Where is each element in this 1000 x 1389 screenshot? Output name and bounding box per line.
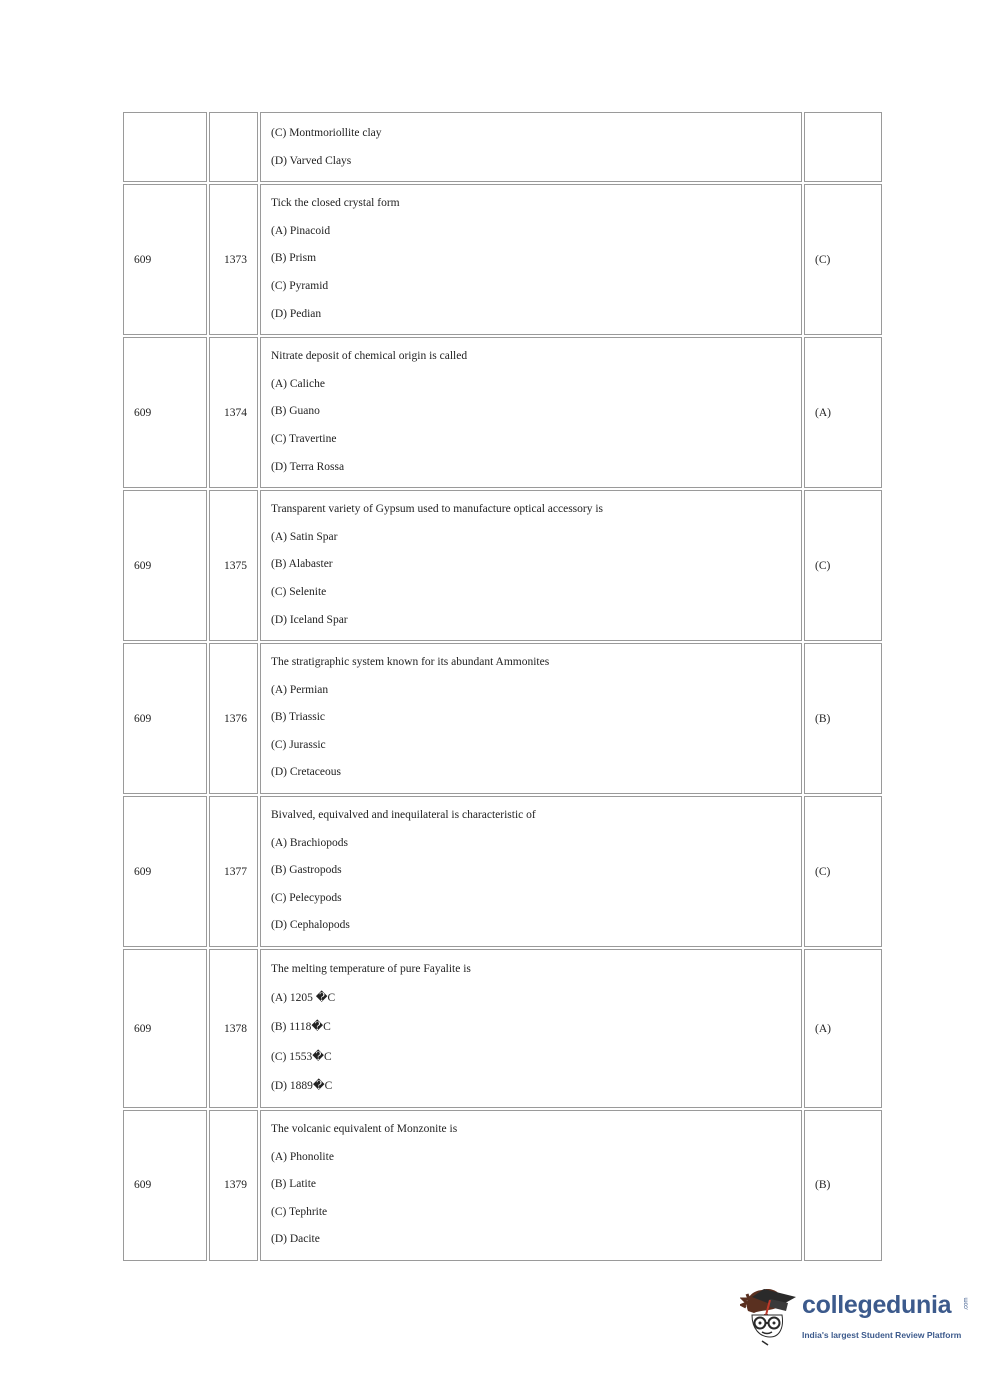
option-text: (D) Terra Rossa [271, 460, 345, 473]
answer-cell: (C) [804, 796, 882, 947]
option-text: (D) Cretaceous [271, 766, 341, 779]
question-cell [260, 1110, 802, 1261]
option-text: (D) Cephalopods [271, 919, 350, 932]
option-text: (C) Tephrite [271, 1205, 328, 1218]
question-text: The melting temperature of pure Fayalite is [271, 963, 471, 976]
question-text: Bivalved, equivalved and inequilateral is characteristic of [271, 809, 536, 822]
question-cell [260, 490, 802, 641]
brand-suffix: .com [963, 1297, 970, 1311]
table-row [123, 1110, 882, 1261]
option-text: (A) Satin Spar [271, 530, 338, 543]
question-cell [260, 796, 802, 947]
option-text: (D) Varved Clays [271, 154, 352, 167]
question-cell [260, 949, 802, 1108]
brand-name: collegedunia [802, 1291, 952, 1319]
option-text: (A) Permian [271, 683, 329, 696]
brand-tagline: India's largest Student Review Platform [802, 1330, 962, 1340]
question-text: Tick the closed crystal form [271, 197, 400, 210]
option-text: (C) Pelecypods [271, 891, 342, 904]
answer-cell: (A) [804, 949, 882, 1108]
number-cell: 1374 [209, 337, 258, 488]
option-text: (D) Dacite [271, 1233, 320, 1246]
option-text: (A) Caliche [271, 377, 325, 390]
option-text: (A) Pinacoid [271, 224, 331, 237]
set-cell: 609 [123, 184, 207, 335]
question-cell [260, 337, 802, 488]
option-text: (B) Alabaster [271, 558, 333, 571]
option-text: (C) Montmoriollite clay [271, 127, 382, 139]
set-cell: 609 [123, 1110, 207, 1261]
questions-table [121, 110, 884, 1263]
question-text: Nitrate deposit of chemical origin is called [271, 350, 468, 363]
answer-cell: (B) [804, 643, 882, 794]
answer-cell: (A) [804, 337, 882, 488]
option-text: (C) Pyramid [271, 279, 329, 292]
table-row [123, 490, 882, 641]
option-text: (D) 1889�C [271, 1079, 333, 1092]
table-row-partial [123, 112, 882, 182]
number-cell: 1379 [209, 1110, 258, 1261]
answer-cell: (B) [804, 1110, 882, 1261]
option-text: (C) Jurassic [271, 738, 326, 751]
question-cell [260, 643, 802, 794]
option-text: (D) Pedian [271, 307, 322, 320]
option-text: (D) Iceland Spar [271, 613, 348, 626]
question-text: The stratigraphic system known for its abundant Ammonites [271, 656, 550, 669]
option-text: (C) 1553�C [271, 1050, 332, 1063]
table-row [123, 337, 882, 488]
table-row [123, 184, 882, 335]
answer-cell: (C) [804, 184, 882, 335]
set-cell: 609 [123, 949, 207, 1108]
question-sheet [123, 110, 886, 1263]
question-cell [260, 112, 802, 182]
set-cell: 609 [123, 337, 207, 488]
collegedunia-logo [740, 1283, 970, 1353]
option-text: (A) 1205 �C [271, 992, 336, 1005]
table-row [123, 949, 882, 1108]
answer-cell: (C) [804, 490, 882, 641]
option-text: (B) Gastropods [271, 864, 342, 877]
number-cell: 1377 [209, 796, 258, 947]
option-text: (C) Selenite [271, 585, 327, 598]
option-text: (B) Triassic [271, 711, 325, 724]
number-cell: 1375 [209, 490, 258, 641]
question-text: The volcanic equivalent of Monzonite is [271, 1122, 458, 1135]
option-text: (B) 1118�C [271, 1021, 331, 1034]
answer-cell [804, 112, 882, 182]
set-cell: 609 [123, 490, 207, 641]
option-text: (B) Prism [271, 252, 317, 265]
option-text: (B) Guano [271, 405, 320, 418]
question-text: Transparent variety of Gypsum used to manufacture optical accessory is [271, 503, 604, 516]
graduate-face-icon [740, 1283, 802, 1347]
number-cell: 1373 [209, 184, 258, 335]
set-cell: 609 [123, 796, 207, 947]
table-row [123, 643, 882, 794]
option-text: (B) Latite [271, 1178, 317, 1191]
number-cell [209, 112, 258, 182]
option-text: (A) Brachiopods [271, 836, 348, 849]
set-cell: 609 [123, 643, 207, 794]
number-cell: 1378 [209, 949, 258, 1108]
set-cell [123, 112, 207, 182]
table-row [123, 796, 882, 947]
question-cell [260, 184, 802, 335]
number-cell: 1376 [209, 643, 258, 794]
option-text: (C) Travertine [271, 432, 337, 445]
option-text: (A) Phonolite [271, 1150, 334, 1163]
